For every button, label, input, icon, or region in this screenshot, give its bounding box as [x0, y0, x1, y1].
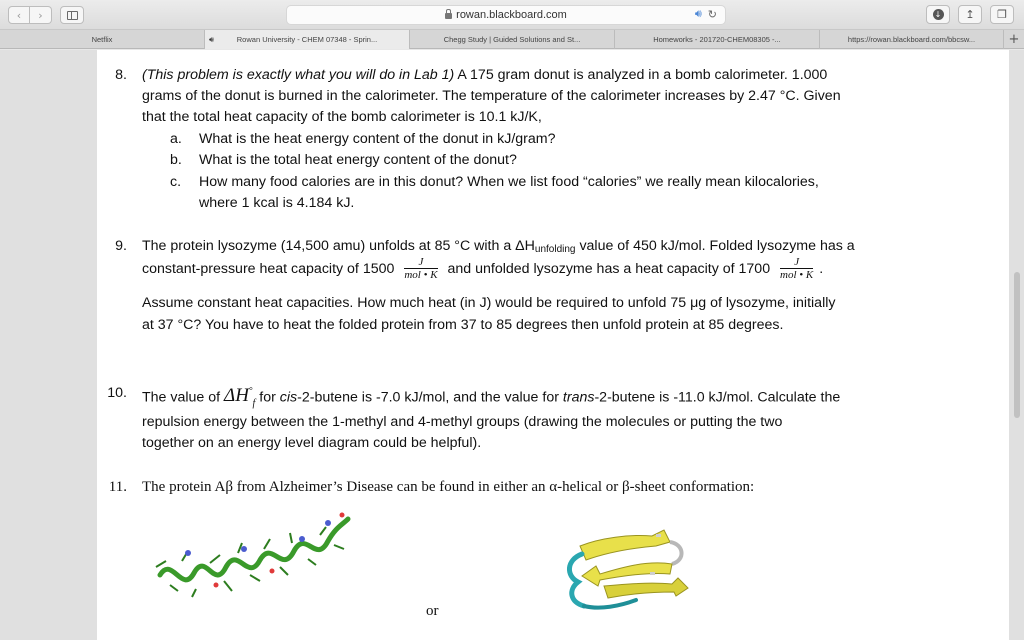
problem-9-line-3: Assume constant heat capacities. How much heat (in J) would be required to unfold 75 μg of lysozyme, initially	[142, 295, 836, 311]
text: trans	[562, 389, 595, 406]
tabs-overview-icon: ❐	[997, 8, 1007, 21]
tab-label: Homeworks - 201720-CHEM08305 -...	[653, 35, 781, 44]
text: -2-butene is -7.0 kJ/mol, and the value for	[297, 389, 559, 406]
delta-h-symbol: $\Delta H^\circ_f$	[224, 385, 256, 410]
lock-icon	[445, 13, 452, 19]
tab-label: Netflix	[91, 35, 113, 44]
problem-8c-text-1: How many food calories are in this donut? When we list food “calories” we really mean kilocalories,	[199, 174, 819, 190]
problem-8-line-2: grams of the donut is burned in the calorimeter. The temperature of the calorimeter increases by 2.47 °C. Given	[142, 88, 841, 104]
fraction-numerator: J	[404, 257, 437, 269]
problem-8c-text-2: where 1 kcal is 4.184 kJ.	[199, 195, 355, 211]
text: value of 450 kJ/mol. Folded lysozyme has a	[579, 238, 855, 254]
problem-8-line-3: that the total heat capacity of the bomb calorimeter is 10.1 kJ/K,	[142, 109, 542, 125]
tab-rowan-chem[interactable]	[205, 30, 410, 49]
unit-fraction	[404, 257, 437, 282]
text: The protein lysozyme (14,500 amu) unfolds at 85 °C with a ΔH	[142, 238, 535, 254]
text: A 175 gram donut is analyzed in a bomb calorimeter. 1.000	[454, 67, 828, 83]
sidebar-button[interactable]	[60, 6, 84, 24]
problem-number: 10.	[107, 385, 127, 401]
beta-sheet-image	[560, 520, 695, 615]
browser-toolbar	[0, 0, 1024, 30]
problem-number: 8.	[115, 67, 127, 83]
forward-button[interactable]	[30, 6, 52, 24]
fraction-denominator: mol • K	[780, 268, 814, 281]
toolbar-right-buttons	[926, 5, 1014, 24]
alpha-helix-image	[152, 505, 352, 600]
tabs-overview-button[interactable]	[990, 5, 1014, 24]
problem-10-line-3: together on an energy level diagram could be helpful).	[142, 435, 482, 451]
new-tab-icon: +	[1008, 32, 1020, 47]
conjunction-or: or	[426, 603, 439, 619]
problem-9-line-4: at 37 °C? You have to heat the folded protein from 37 to 85 degrees then unfold protein at 85 degrees.	[142, 317, 784, 333]
problem-8-line-1	[142, 65, 827, 86]
problem-number: 11.	[108, 479, 127, 495]
back-icon: ‹	[16, 8, 22, 22]
text: The value of	[142, 389, 221, 406]
share-button[interactable]	[958, 5, 982, 24]
sidebar-icon	[67, 11, 78, 20]
problem-10-line-1	[142, 381, 840, 414]
share-icon: ↥	[965, 8, 975, 21]
text: for	[259, 389, 276, 406]
problem-8a-label: a.	[170, 131, 182, 147]
downloads-button[interactable]	[926, 5, 950, 24]
tab-audio-icon[interactable]: 🔊︎	[209, 34, 215, 44]
fraction-denominator: mol • K	[404, 268, 438, 281]
tab-label: https://rowan.blackboard.com/bbcsw...	[847, 35, 976, 44]
download-icon: ↓	[933, 9, 944, 20]
text: cis	[279, 389, 298, 406]
tab-bar	[0, 30, 1024, 49]
problem-8b-label: b.	[170, 152, 182, 168]
nav-buttons	[8, 6, 52, 24]
tab-label: Chegg Study | Guided Solutions and St...	[443, 35, 581, 44]
subscript: unfolding	[534, 244, 576, 255]
tab-blackboard-url[interactable]	[820, 30, 1004, 49]
fraction-numerator: J	[780, 257, 813, 269]
tab-netflix[interactable]	[0, 30, 205, 49]
tab-chegg[interactable]	[410, 30, 615, 49]
text: constant-pressure heat capacity of 1500	[142, 261, 395, 277]
speaker-icon[interactable]: 🔊︎	[694, 8, 702, 20]
new-tab-button[interactable]	[1004, 30, 1024, 49]
problem-11-line-1: The protein Aβ from Alzheimer’s Disease can be found in either an α-helical or β-sheet conformation:	[142, 479, 755, 495]
lab-note: (This problem is exactly what you will do in Lab 1)	[142, 67, 455, 83]
text: -2-butene is -11.0 kJ/mol. Calculate the	[594, 389, 841, 406]
problem-8b-text: What is the total heat energy content of the donut?	[199, 152, 517, 168]
problem-8c-label: c.	[170, 174, 182, 190]
tab-homeworks[interactable]	[615, 30, 820, 49]
text: and unfolded lysozyme has a heat capacity of 1700	[447, 261, 771, 277]
problem-10-line-2: repulsion energy between the 1-methyl and 4-methyl groups (drawing the molecules or putting the two	[142, 414, 783, 430]
back-button[interactable]	[8, 6, 30, 24]
problem-number: 9.	[115, 238, 127, 254]
problem-8a-text: What is the heat energy content of the donut in kJ/gram?	[199, 131, 556, 147]
reload-icon[interactable]: ↻	[707, 9, 717, 21]
forward-icon: ›	[38, 8, 43, 22]
unit-fraction	[780, 257, 813, 282]
tab-label: Rowan University - CHEM 07348 - Sprin...	[236, 35, 378, 44]
symbol: ΔH	[224, 385, 249, 407]
problem-9-line-2: constant-pressure heat capacity of 1500 $\frac{J}{\text{mol • K}}$ and unfolded lysozyme has a heat capacity of 1700 $\frac{J}{\text{mol • K}}$ .	[142, 255, 824, 281]
address-bar[interactable]	[286, 5, 726, 25]
page-scrollbar[interactable]	[1014, 272, 1020, 418]
url-text: rowan.blackboard.com	[456, 9, 567, 21]
